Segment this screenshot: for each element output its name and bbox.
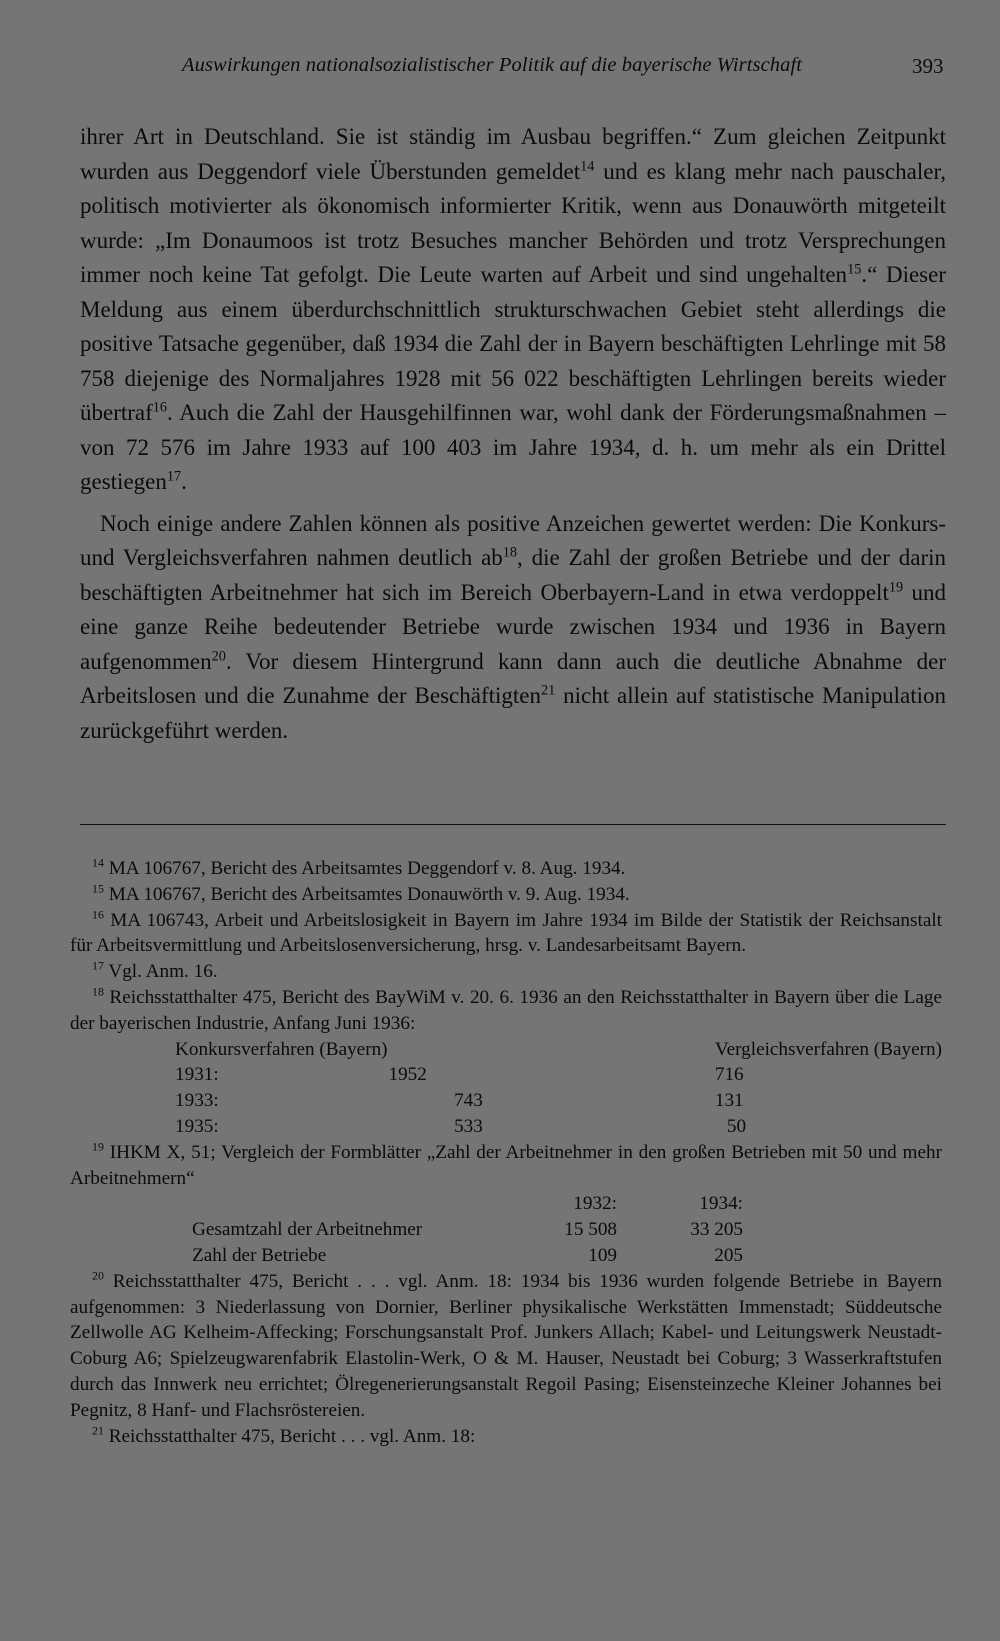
table-cell-year: 1933: (175, 1090, 219, 1112)
table-row (192, 1217, 743, 1243)
footnote-ref-21: 21 (540, 682, 556, 699)
paragraph-2 (80, 507, 946, 749)
footnote-number: 18 (92, 984, 104, 999)
footnote-number: 17 (92, 958, 104, 973)
table-header-vergleich: Vergleichsverfahren (Bayern) (714, 1038, 942, 1060)
footnote-17 (70, 959, 942, 985)
footnote-text: IHKM X, 51; Vergleich der Formblätter „Zahl der Arbeitnehmer in den großen Betrieben mit 50 und mehr Arbeitnehmern“ (70, 1141, 942, 1189)
footnote-number: 19 (92, 1139, 104, 1154)
footnote-number: 16 (92, 907, 104, 922)
table-cell-konkurs: 1952 (388, 1064, 427, 1086)
table-header-row (175, 1037, 942, 1063)
footnote-text: MA 106767, Bericht des Arbeitsamtes Donauwörth v. 9. Aug. 1934. (103, 883, 630, 905)
table-header-row (192, 1191, 743, 1217)
footnote-ref-15: 15 (847, 261, 862, 278)
table-cell-label: Gesamtzahl der Arbeitnehmer (192, 1219, 423, 1241)
page-number: 393 (912, 54, 944, 78)
proceedings-table (175, 1037, 942, 1140)
footnote-text: Reichsstatthalter 475, Bericht . . . vgl. Anm. 18: (103, 1425, 476, 1447)
footnote-text: Vgl. Anm. 16. (103, 961, 218, 983)
text-run: und es klang mehr nach pauschaler, politisch motivierter als ökonomisch informierter Kritik, wenn aus Donauwörth mitgeteilt wurde: „Im Donaumoos ist trotz Besuches mancher Behörden und trotz Versprechungen immer noch keine Tat gefolgt. Die Leute warten auf Arbeit und sind ungehalten (80, 158, 946, 287)
table-cell-vergleich: 716 (714, 1064, 744, 1086)
footnote-21 (70, 1424, 942, 1450)
running-header: Auswirkungen nationalsozialistischer Politik auf die bayerische Wirtschaft (182, 54, 803, 76)
text-run: . Vor diesem Hintergrund kann dann auch die deutliche Abnahme der Arbeitslosen und die Zunahme der Beschäftigten (80, 648, 946, 708)
table-cell-1932: 15 508 (564, 1219, 617, 1241)
text-run: nicht allein auf statistische Manipulation zurückgeführt werden. (80, 683, 946, 743)
table-row (175, 1062, 942, 1088)
text-run: ihrer Art in Deutschland. Sie ist ständig im Ausbau begriffen.“ Zum gleichen Zeitpunkt wurden aus Deggendorf viele Überstunden gemeldet (80, 124, 946, 184)
text-run: Noch einige andere Zahlen können als positive Anzeichen gewertet werden: Die Konkurs- und Vergleichsverfahren nahmen deutlich ab (80, 510, 946, 570)
footnote-number: 14 (92, 855, 104, 870)
footnote-ref-19: 19 (888, 578, 904, 595)
table-row (192, 1243, 743, 1269)
table-cell-year: 1931: (175, 1064, 219, 1086)
text-run: . Auch die Zahl der Hausgehilfinnen war, wohl dank der Förderungsmaßnahmen – von 72 576 im Jahre 1933 auf 100 403 im Jahre 1934, d. h. um mehr als ein Drittel gestiegen (80, 400, 946, 494)
table-header-blank (192, 1191, 510, 1217)
table-cell-vergleich: 131 (714, 1090, 744, 1112)
table-cell-1934: 205 (714, 1244, 743, 1266)
footnote-separator (80, 824, 946, 825)
text-run: , die Zahl der großen Betriebe und der darin beschäftigten Arbeitnehmer hat sich im Bereich Oberbayern-Land in etwa verdoppelt (80, 545, 946, 605)
table-cell-konkurs: 743 (454, 1090, 483, 1112)
footnote-number: 15 (92, 881, 104, 896)
table-cell-label: Zahl der Betriebe (192, 1244, 327, 1266)
text-run: und eine ganze Reihe bedeutender Betriebe wurde zwischen 1934 und 1936 in Bayern aufgenommen (80, 579, 947, 674)
footnote-20 (70, 1269, 942, 1424)
footnote-18 (70, 985, 942, 1037)
footnote-ref-20: 20 (211, 647, 226, 664)
table-cell-vergleich: 50 (726, 1115, 747, 1137)
footnote-19 (70, 1140, 942, 1192)
footnote-ref-18: 18 (502, 544, 518, 561)
table-cell-year: 1935: (175, 1115, 219, 1137)
footnote-text: MA 106743, Arbeit und Arbeitslosigkeit in Bayern im Jahre 1934 im Bilde der Statistik der Reichsanstalt für Arbeitsvermittlung und Arbeitslosenversicherung, hrsg. v. Landesarbeitsamt Bayern. (70, 909, 942, 957)
paragraph-1 (80, 120, 946, 500)
footnote-text: MA 106767, Bericht des Arbeitsamtes Deggendorf v. 8. Aug. 1934. (103, 858, 626, 879)
table-cell-konkurs: 533 (454, 1115, 483, 1137)
table-header-1932: 1932: (573, 1193, 617, 1215)
footnote-14 (70, 856, 942, 882)
table-header-1934: 1934: (699, 1193, 743, 1215)
text-run: .“ Dieser Meldung aus einem überdurchschnittlich strukturschwachen Gebiet steht allerdings die positive Tatsache gegenüber, daß 1934 die Zahl der in Bayern beschäftigten Lehrlinge mit 58 758 diejenige des Normaljahres 1928 mit 56 022 beschäftigten Lehrlingen bereits wieder übertraf (80, 262, 946, 425)
table-row (175, 1114, 942, 1140)
footnotes (70, 856, 942, 1449)
footnote-15 (70, 882, 942, 908)
table-cell-1932: 109 (588, 1244, 617, 1266)
text-run: . (181, 469, 187, 494)
footnote-ref-14: 14 (580, 157, 595, 174)
footnote-number: 21 (92, 1423, 104, 1438)
footnote-16 (70, 908, 942, 960)
employees-table (192, 1191, 743, 1268)
footnote-ref-17: 17 (166, 468, 182, 485)
table-cell-1934: 33 205 (690, 1219, 743, 1241)
table-header-konkurs: Konkursverfahren (Bayern) (175, 1038, 388, 1060)
footnote-text: Reichsstatthalter 475, Bericht . . . vgl. Anm. 18: 1934 bis 1936 wurden folgende Betriebe in Bayern aufgenommen: 3 Niederlassung von Dornier, Berliner physikalische Werkstätten Immenstadt; Süddeutsche Zellwolle AG Kelheim-Affecking; Forschungsanstalt Prof. Junkers Allach; Kabel- und Leitungswerk Neustadt-Coburg A6; Spielzeugwarenfabrik Elastolin-Werk, O & M. Hauser, Neustadt bei Coburg; 3 Wasserkraftstufen durch das Innwerk neu errichtet; Ölregenerierungsanstalt Regoil Pasing; Eisensteinzeche Kleiner Johannes bei Pegnitz, 8 Hanf- und Flachsröstereien. (70, 1270, 942, 1421)
main-text (80, 120, 946, 748)
footnote-number: 20 (92, 1268, 104, 1283)
footnote-ref-16: 16 (152, 399, 168, 416)
table-row (175, 1088, 942, 1114)
footnote-text: Reichsstatthalter 475, Bericht des BayWiM v. 20. 6. 1936 an den Reichsstatthalter in Bayern über die Lage der bayerischen Industrie, Anfang Juni 1936: (70, 986, 942, 1034)
